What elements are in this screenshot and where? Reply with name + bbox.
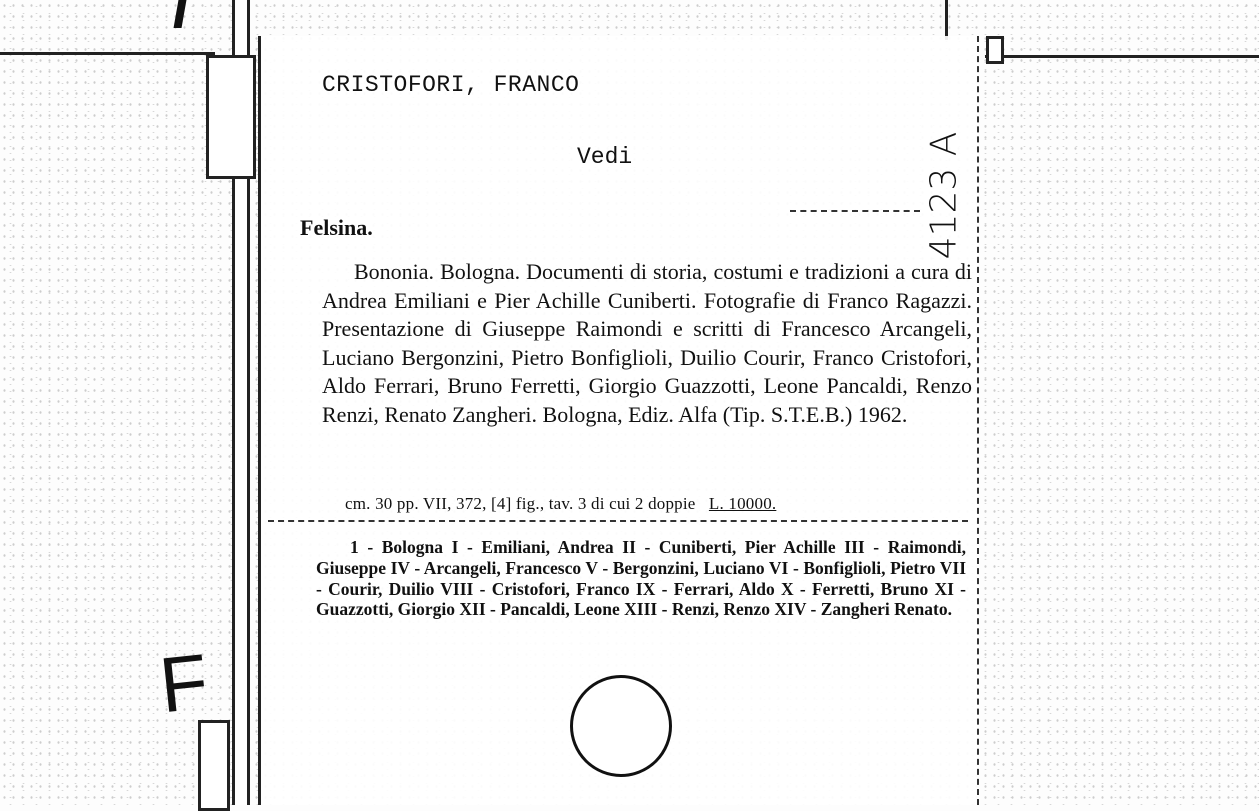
dashed-separator bbox=[268, 520, 968, 522]
card-heading: CRISTOFORI, FRANCO bbox=[322, 72, 580, 98]
right-card-tab bbox=[986, 36, 1004, 64]
dashed-underline bbox=[790, 210, 920, 212]
main-entry-title: Felsina. bbox=[300, 215, 373, 240]
tracings-text: 1 - Bologna I - Emiliani, Andrea II - Cuniberti, Pier Achille III - Raimondi, Giuseppe IV - Arcangeli, Francesco V - Bergonzini, Luciano VI - Bonfiglioli, Pietro VII - Courir, Duilio VIII - Cristofori, Franco IX - Ferrari, Aldo X - Ferretti, Bruno XI - Guazzotti, Giorgio XII - Pancaldi, Leone XIII - Renzi, Renzo XIV - Zangheri Renato. bbox=[316, 537, 966, 620]
bibliographic-description bbox=[322, 258, 972, 429]
collation-line bbox=[345, 494, 776, 514]
see-reference-label: Vedi bbox=[577, 144, 633, 170]
price: L. 10000. bbox=[708, 494, 777, 513]
description-text: Bononia. Bologna. Documenti di storia, costumi e tradizioni a cura di Andrea Emiliani e Pier Achille Cuniberti. Fotografie di Franco Ragazzi. Presentazione di Giuseppe Raimondi e scritti di Francesco Arcangeli, Luciano Bergonzini, Pietro Bonfiglioli, Duilio Courir, Franco Cristofori, Aldo Ferrari, Bruno Ferretti, Giorgio Guazzotti, Leone Pancaldi, Renzo Renzi, Renato Zangheri. Bologna, Ediz. Alfa (Tip. S.T.E.B.) 1962. bbox=[322, 259, 972, 427]
subject-tracings bbox=[316, 537, 966, 620]
card-punch-hole bbox=[570, 675, 672, 777]
left-card-edge bbox=[0, 52, 215, 55]
handwritten-letter-f: F bbox=[155, 636, 213, 730]
right-card-edge bbox=[985, 55, 1259, 58]
handwritten-call-number: 4123 A bbox=[923, 131, 965, 260]
left-card-tab-lower bbox=[198, 720, 230, 811]
right-card-rail bbox=[945, 0, 948, 40]
collation-text: cm. 30 pp. VII, 372, [4] fig., tav. 3 di cui 2 doppie bbox=[345, 494, 696, 513]
left-card-tab bbox=[206, 55, 256, 179]
